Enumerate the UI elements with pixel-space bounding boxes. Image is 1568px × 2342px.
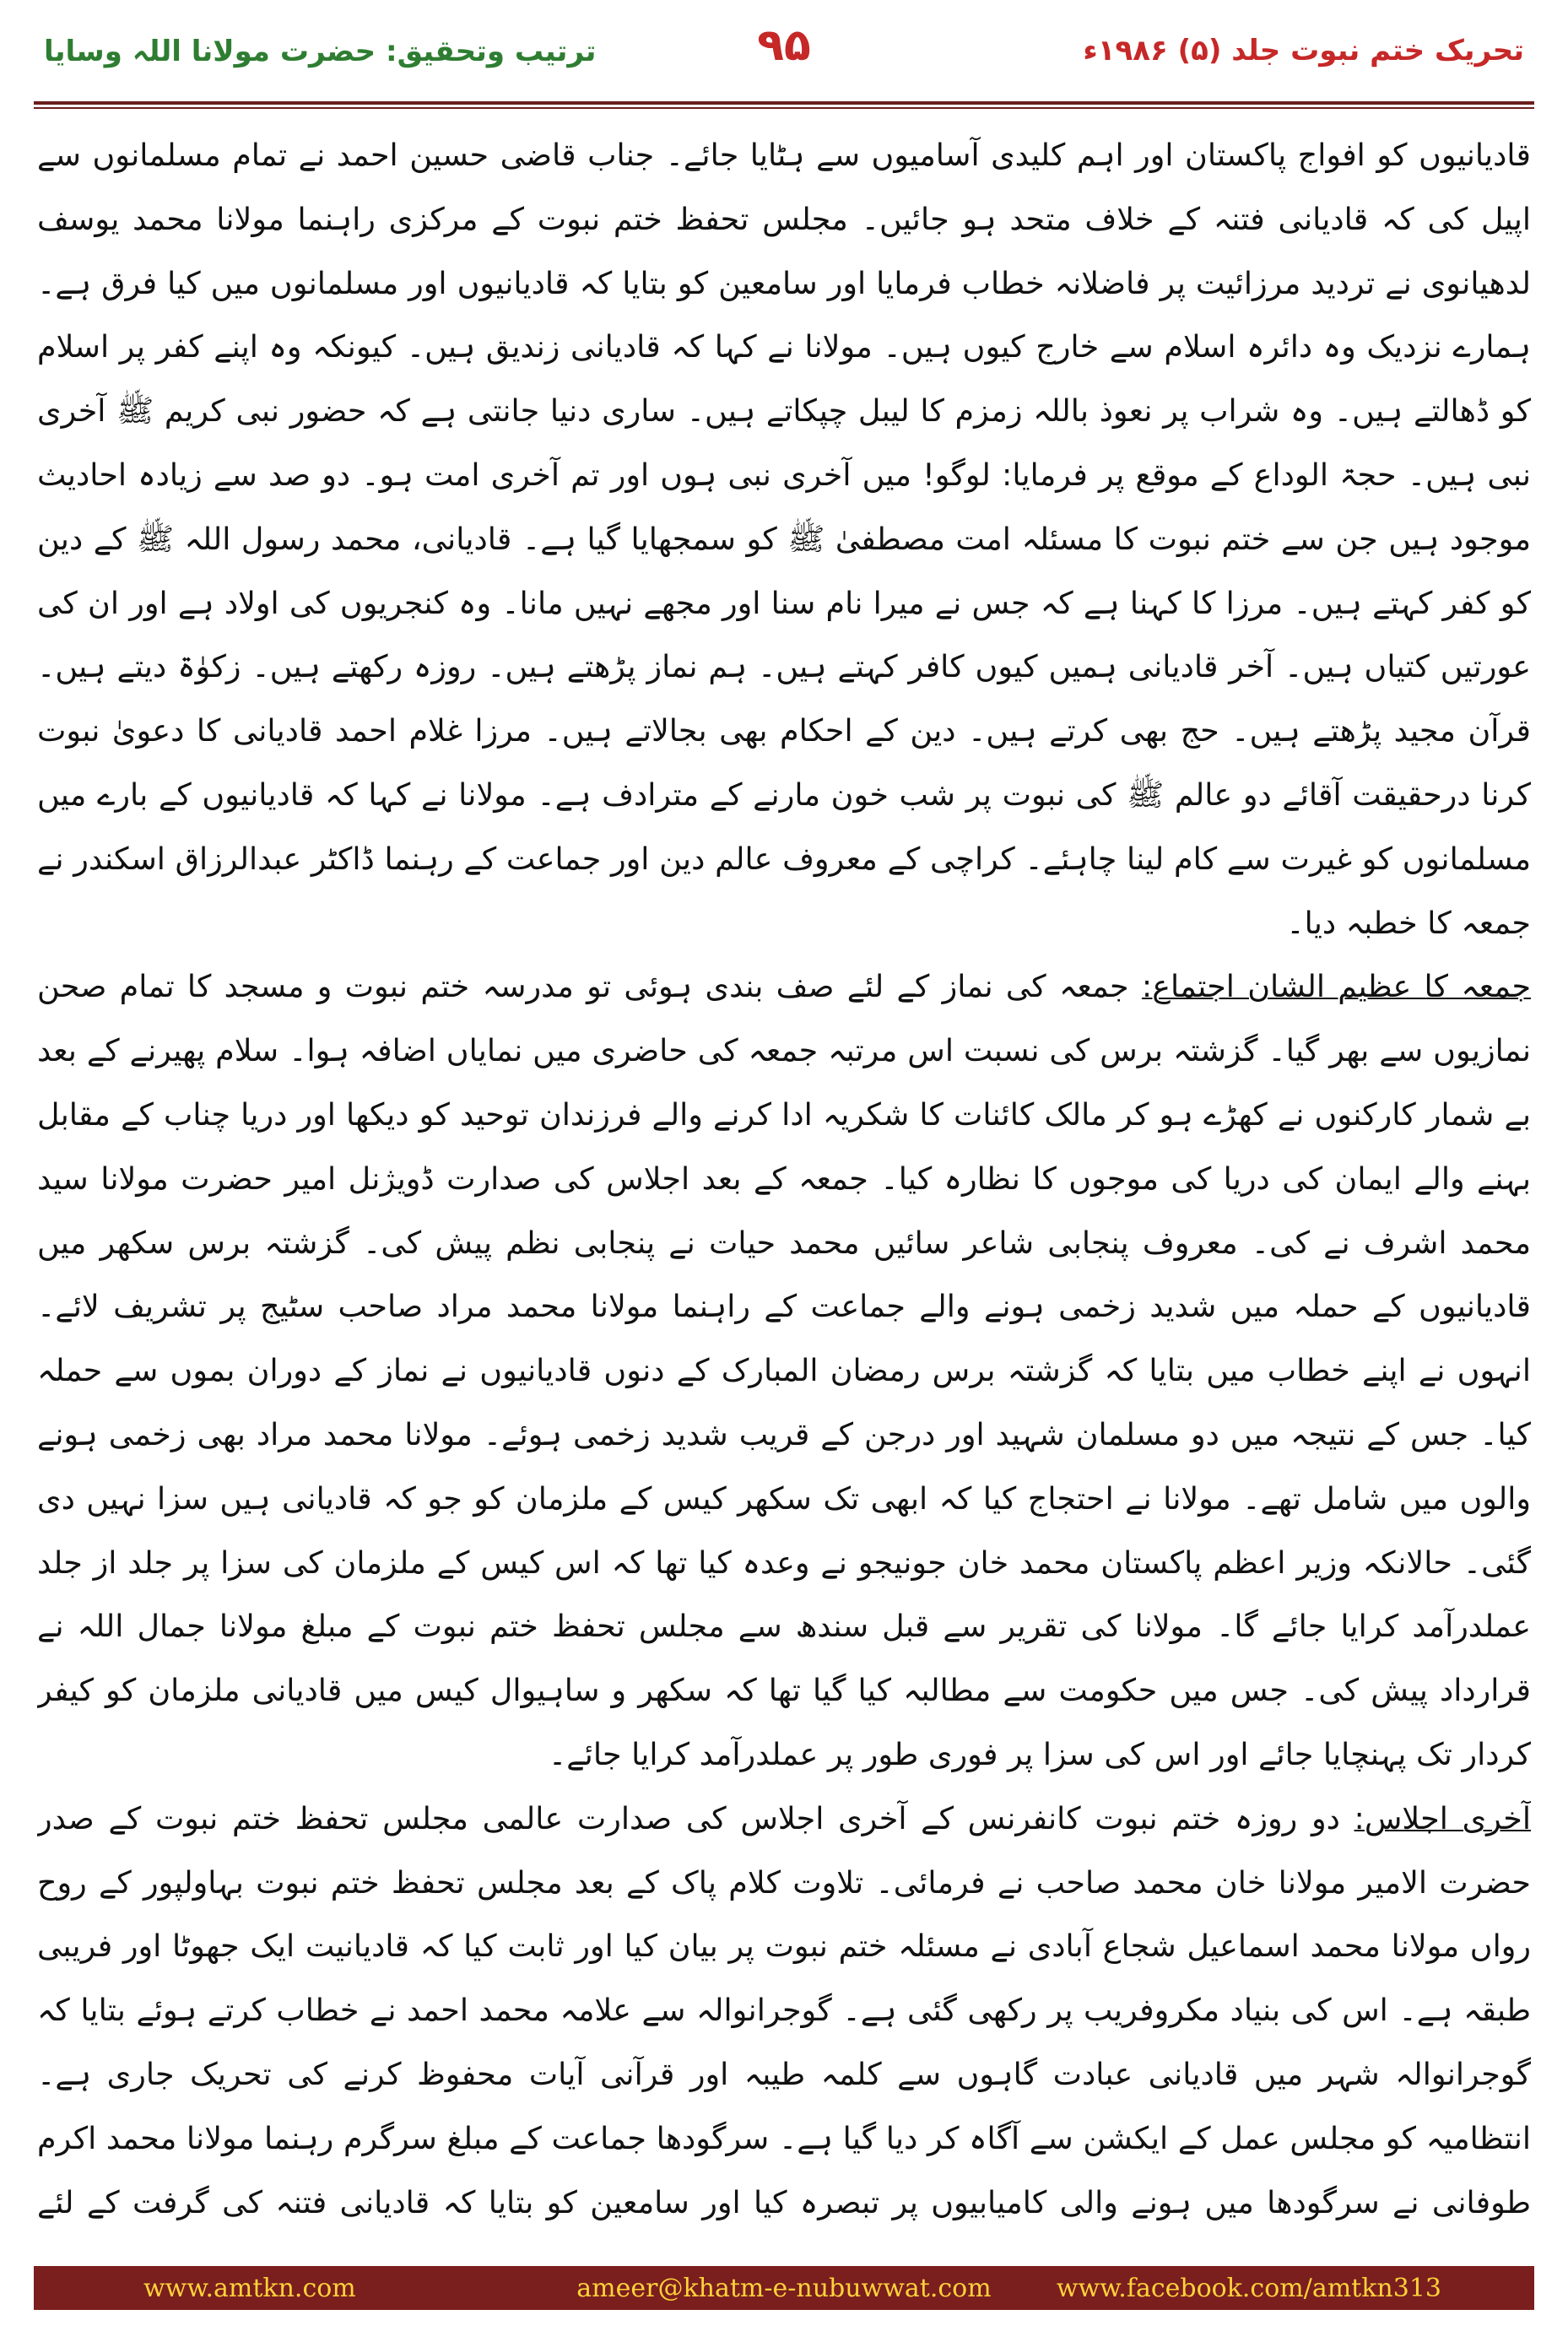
paragraph-1: قادیانیوں کو افواج پاکستان اور اہم کلیدی آسامیوں سے ہٹایا جائے۔ جناب قاضی حسین احمد نے تمام مسلمانوں سے اپیل کی کہ قادیانی فتنہ کے خلاف متحد ہو جائیں۔ مجلس تحفظ ختم نبوت کے مرکزی راہنما مولانا محمد یوسف لدھیانوی نے تردید مرزائیت پر فاضلانہ خطاب فرمایا اور سامعین کو بتایا کہ قادیانیوں اور مسلمانوں میں کیا فرق ہے۔ ہمارے نزدیک وہ دائرہ اسلام سے خارج کیوں ہیں۔ مولانا نے کہا کہ قادیانی زندیق ہیں۔ کیونکہ وہ اپنے کفر پر اسلام کو ڈھالتے ہیں۔ وہ شراب پر نعوذ باللہ زمزم کا لیبل چپکاتے ہیں۔ ساری دنیا جانتی ہے کہ حضور نبی کریم ﷺ آخری نبی ہیں۔ حجۃ الوداع کے موقع پر فرمایا: لوگو! میں آخری نبی ہوں اور تم آخری امت ہو۔ دو صد سے زیادہ احادیث موجود ہیں جن سے ختم نبوت کا مسئلہ امت مصطفیٰ ﷺ کو سمجھایا گیا ہے۔ قادیانی، محمد رسول اللہ ﷺ کے دین کو کفر کہتے ہیں۔ مرزا کا کہنا ہے کہ جس نے میرا نام سنا اور مجھے نہیں مانا۔ وہ کنجریوں کی اولاد ہے اور ان کی عورتیں کتیاں ہیں۔ آخر قادیانی ہمیں کیوں کافر کہتے ہیں۔ ہم نماز پڑھتے ہیں۔ روزہ رکھتے ہیں۔ زکوٰۃ دیتے ہیں۔ قرآن مجید پڑھتے ہیں۔ حج بھی کرتے ہیں۔ دین کے احکام بھی بجالاتے ہیں۔ مرزا غلام احمد قادیانی کا دعویٰ نبوت کرنا درحقیقت آقائے دو عالم ﷺ کی نبوت پر شب خون مارنے کے مترادف ہے۔ مولانا نے کہا کہ قادیانیوں کے بارے میں مسلمانوں کو غیرت سے کام لینا چاہئے۔ کراچی کے معروف عالم دین اور جماعت کے رہنما ڈاکٹر عبدالرزاق اسکندر نے جمعہ کا خطبہ دیا۔: [37, 137, 1531, 941]
paragraph-2: [37, 955, 1531, 1786]
section-heading-friday: جمعہ کا عظیم الشان اجتماع:: [1141, 968, 1531, 1005]
page-header: [34, 15, 1534, 91]
compiler-credit: ترتیب وتحقیق: حضرت مولانا اللہ وسایا: [44, 35, 597, 68]
email-link[interactable]: ameer@khatm-e-nubuwwat.com: [576, 2274, 992, 2303]
section-heading-final-session: آخری اجلاس:: [1354, 1799, 1531, 1836]
article-body: [37, 123, 1531, 2243]
header-divider: [34, 101, 1534, 105]
facebook-link[interactable]: www.facebook.com/amtkn313: [1056, 2274, 1441, 2303]
page-number: ۹۵: [757, 20, 811, 71]
page-footer: [34, 2266, 1534, 2310]
paragraph-3-text: دو روزہ ختم نبوت کانفرنس کے آخری اجلاس کی صدارت عالمی مجلس تحفظ ختم نبوت کے صدر حضرت الامیر مولانا خان محمد صاحب نے فرمائی۔ تلاوت کلام پاک کے بعد مجلس تحفظ ختم نبوت بہاولپور کے روح رواں مولانا محمد اسماعیل شجاع آبادی نے مسئلہ ختم نبوت پر بیان کیا اور ثابت کیا کہ قادیانیت ایک جھوٹا اور فریبی طبقہ ہے۔ اس کی بنیاد مکروفریب پر رکھی گئی ہے۔ گوجرانوالہ سے علامہ محمد احمد نے خطاب کرتے ہوئے بتایا کہ گوجرانوالہ شہر میں قادیانی عبادت گاہوں سے کلمہ طیبہ اور قرآنی آیات محفوظ کرنے کی تحریک جاری ہے۔ انتظامیہ کو مجلس عمل کے ایکشن سے آگاہ کر دیا گیا ہے۔ سرگودھا جماعت کے مبلغ سرگرم رہنما مولانا محمد اکرم طوفانی نے سرگودھا میں ہونے والی کامیابیوں پر تبصرہ کیا اور سامعین کو بتایا کہ قادیانی فتنہ کی گرفت کے لئے: [37, 1799, 1531, 2220]
paragraph-3: [37, 1787, 1531, 2243]
paragraph-2-text: جمعہ کی نماز کے لئے صف بندی ہوئی تو مدرسہ ختم نبوت و مسجد کا تمام صحن نمازیوں سے بھر گیا۔ گزشتہ برس کی نسبت اس مرتبہ جمعہ کی حاضری میں نمایاں اضافہ ہوا۔ سلام پھیرنے کے بعد بے شمار کارکنوں نے کھڑے ہو کر مالک کائنات کا شکریہ ادا کرنے والے فرزندان توحید کو دیکھا اور دریا چناب کے مقابل بہنے والے ایمان کی دریا کی موجوں کا نظارہ کیا۔ جمعہ کے بعد اجلاس کی صدارت ڈویژنل امیر حضرت مولانا سید محمد اشرف نے کی۔ معروف پنجابی شاعر سائیں محمد حیات نے پنجابی نظم پیش کی۔ گزشتہ برس سکھر میں قادیانیوں کے حملہ میں شدید زخمی ہونے والے جماعت کے راہنما مولانا محمد مراد صاحب سٹیج پر تشریف لائے۔ انہوں نے اپنے خطاب میں بتایا کہ گزشتہ برس رمضان المبارک کے دنوں قادیانیوں نے نماز کے دوران بموں سے حملہ کیا۔ جس کے نتیجہ میں دو مسلمان شہید اور درجن کے قریب شدید زخمی ہوئے۔ مولانا محمد مراد بھی زخمی ہونے والوں میں شامل تھے۔ مولانا نے احتجاج کیا کہ ابھی تک سکھر کیس کے ملزمان کو جو کہ قادیانی ہیں سزا نہیں دی گئی۔ حالانکہ وزیر اعظم پاکستان محمد خان جونیجو نے وعدہ کیا تھا کہ اس کیس کے ملزمان کی سزا پر جلد از جلد عملدرآمد کرایا جائے گا۔ مولانا کی تقریر سے قبل سندھ سے مجلس تحفظ ختم نبوت کے مبلغ مولانا جمال اللہ نے قرارداد پیش کی۔ جس میں حکومت سے مطالبہ کیا گیا تھا کہ سکھر و ساہیوال کیس میں قادیانی ملزمان کو کیفر کردار تک پہنچایا جائے اور اس کی سزا پر فوری طور پر عملدرآمد کرایا جائے۔: [37, 968, 1531, 1772]
book-title: تحریک ختم نبوت جلد (۵) ۱۹۸۶ء: [1083, 34, 1524, 68]
header-divider-thin: [34, 107, 1534, 109]
website-link[interactable]: www.amtkn.com: [143, 2274, 356, 2303]
